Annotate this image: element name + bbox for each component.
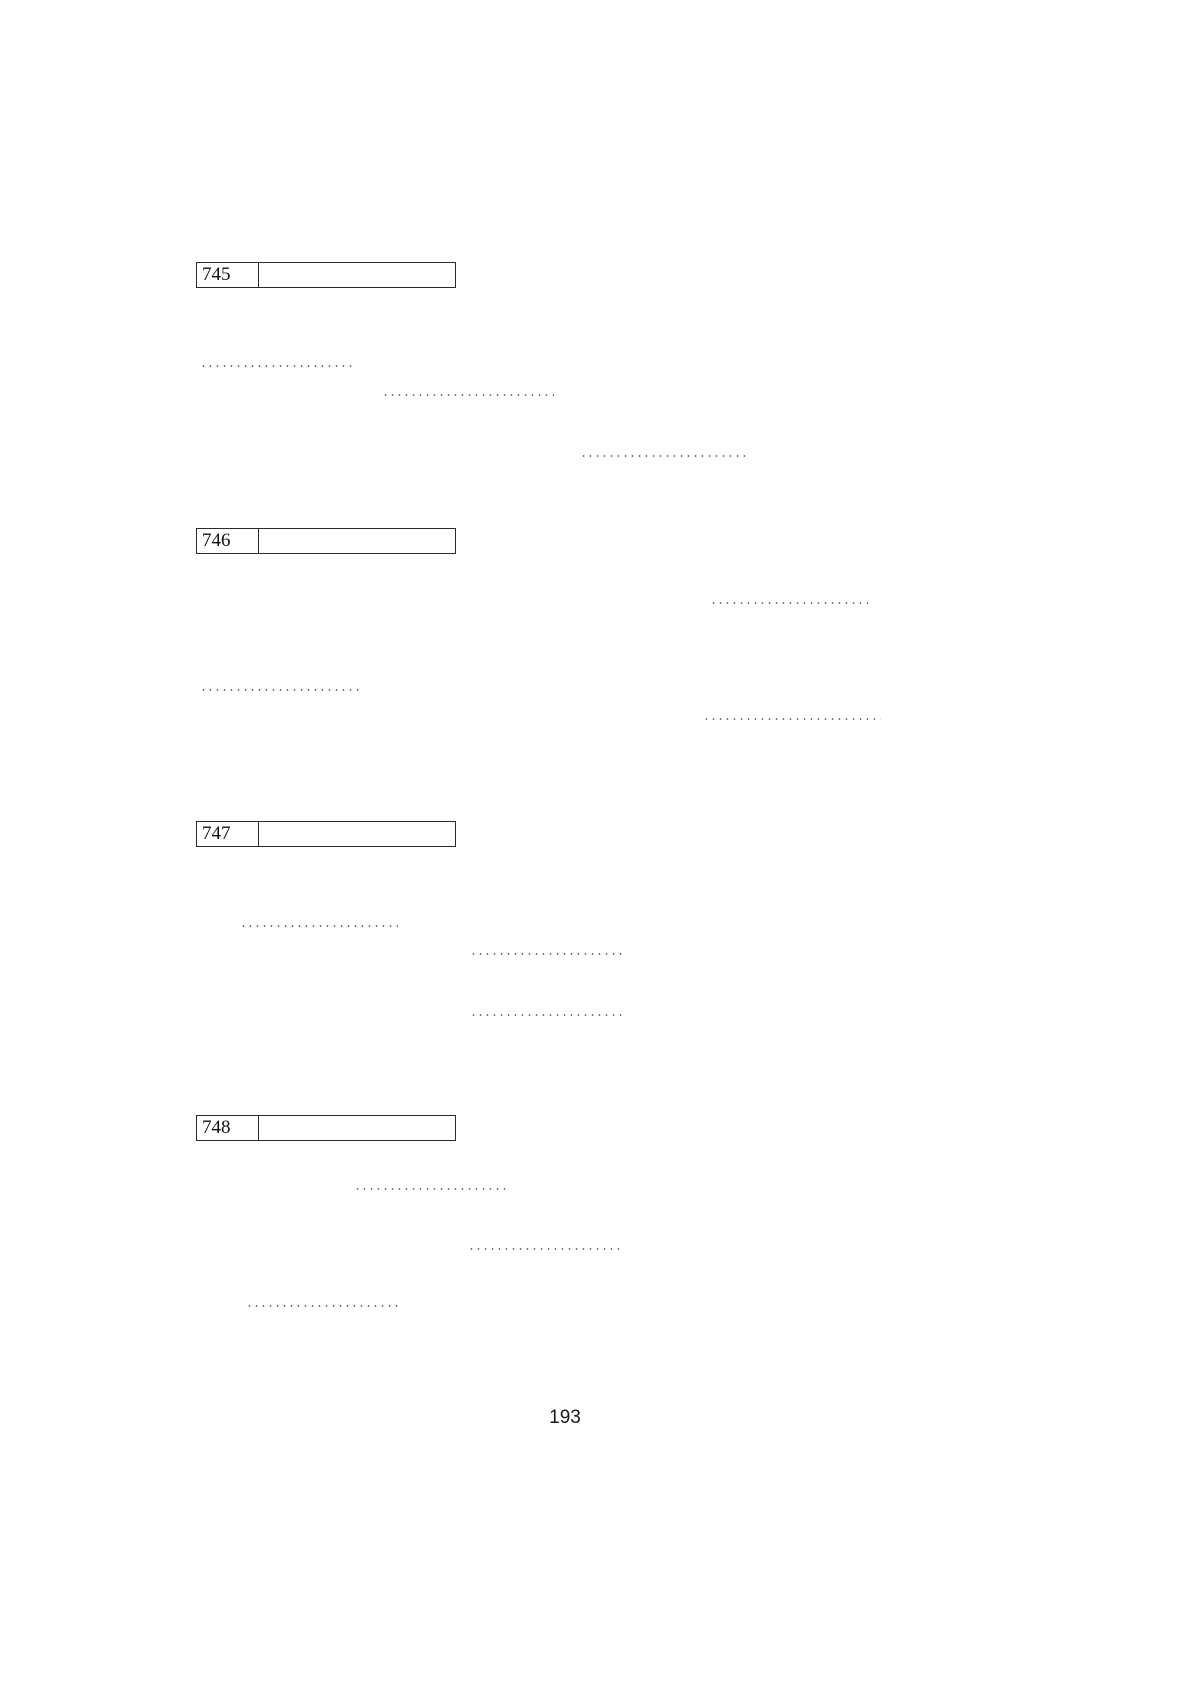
answer-blank-line[interactable] bbox=[470, 1014, 622, 1016]
entry-answer-blank[interactable] bbox=[259, 822, 455, 846]
answer-blank-line[interactable] bbox=[580, 455, 748, 457]
answer-blank-line[interactable] bbox=[468, 1248, 622, 1250]
answer-blank-line[interactable] bbox=[710, 602, 868, 604]
answer-blank-line[interactable] bbox=[382, 394, 554, 396]
entry-box-748 bbox=[196, 1115, 456, 1141]
answer-blank-line[interactable] bbox=[470, 953, 626, 955]
entry-box-746 bbox=[196, 528, 456, 554]
entry-box-745 bbox=[196, 262, 456, 288]
entry-answer-blank[interactable] bbox=[259, 263, 455, 287]
entry-number: 747 bbox=[197, 822, 259, 846]
entry-number: 748 bbox=[197, 1116, 259, 1140]
answer-blank-line[interactable] bbox=[240, 925, 398, 927]
answer-blank-line[interactable] bbox=[703, 718, 881, 720]
entry-number: 746 bbox=[197, 529, 259, 553]
entry-answer-blank[interactable] bbox=[259, 529, 455, 553]
answer-blank-line[interactable] bbox=[354, 1188, 510, 1190]
entry-number: 745 bbox=[197, 263, 259, 287]
entry-box-747 bbox=[196, 821, 456, 847]
page-number: 193 bbox=[549, 1407, 581, 1428]
answer-blank-line[interactable] bbox=[200, 365, 356, 367]
answer-blank-line[interactable] bbox=[200, 689, 360, 691]
entry-answer-blank[interactable] bbox=[259, 1116, 455, 1140]
answer-blank-line[interactable] bbox=[246, 1305, 400, 1307]
